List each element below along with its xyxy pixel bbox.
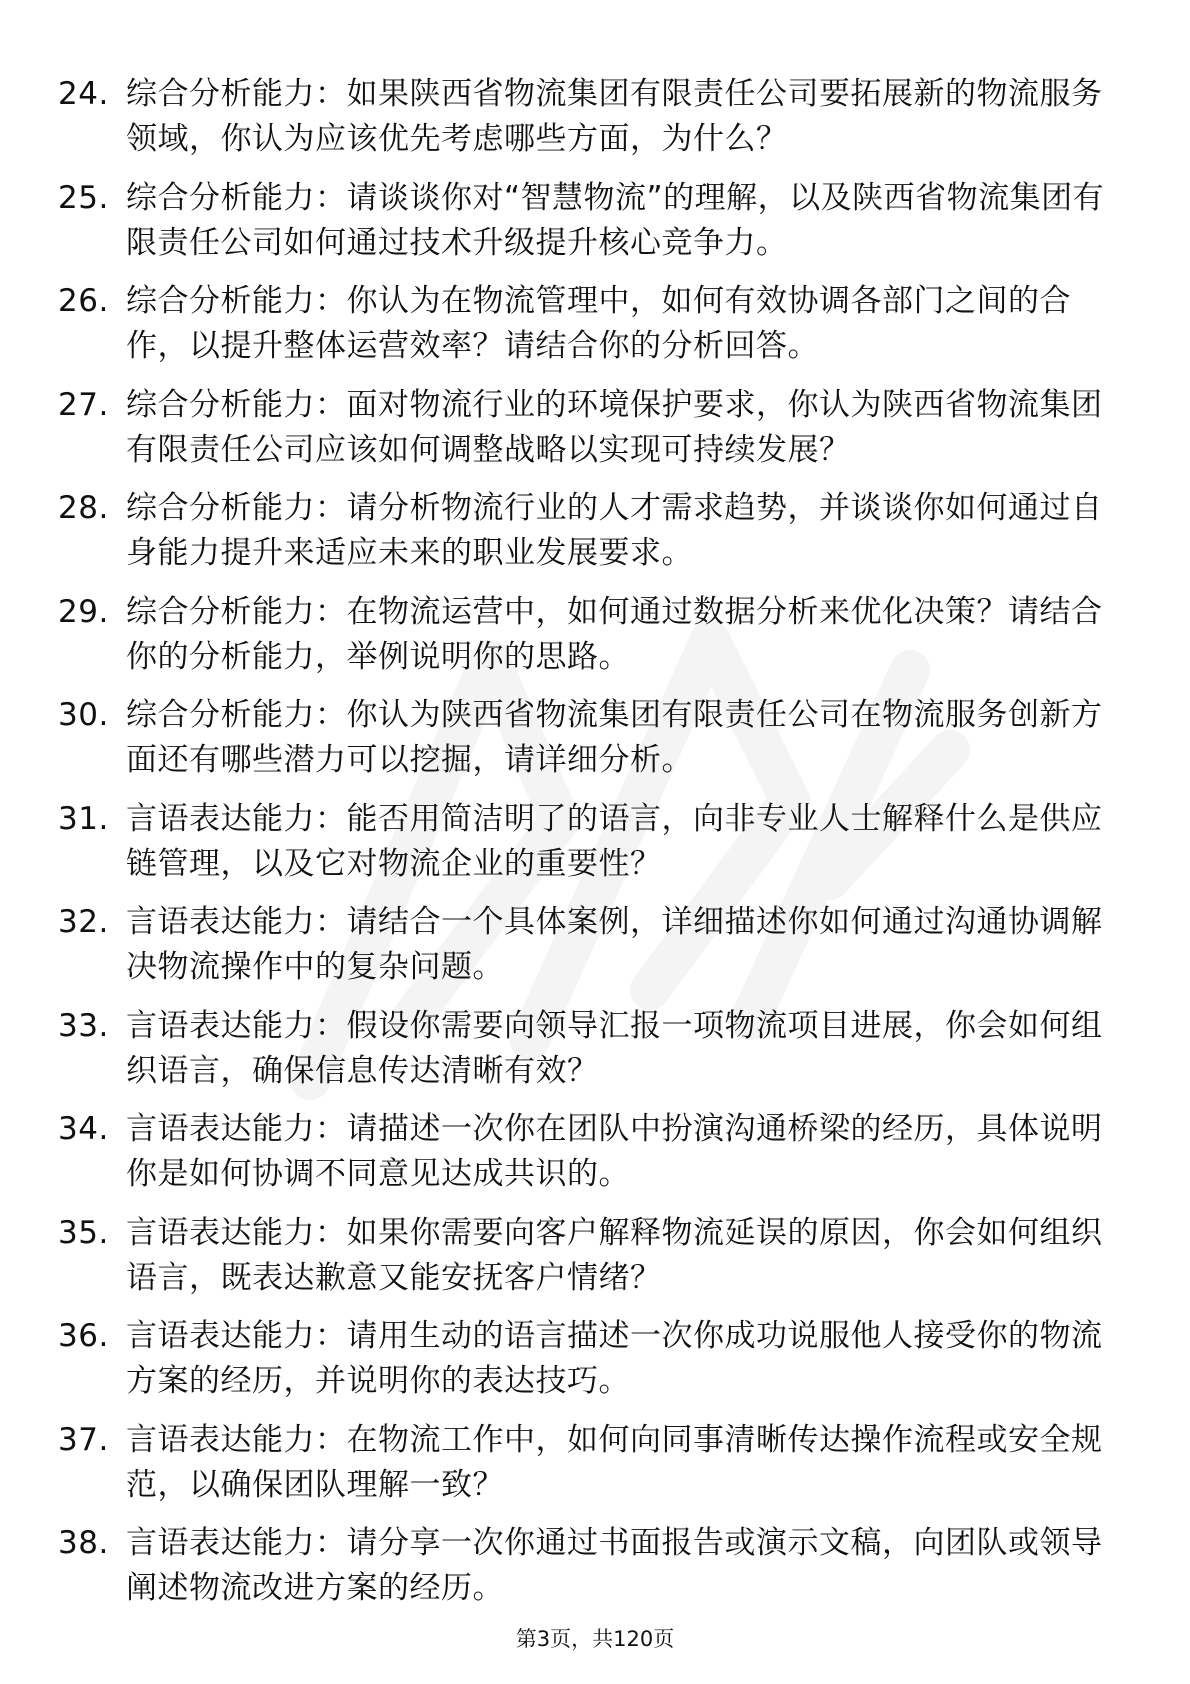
question-text: 言语表达能力：请描述一次你在团队中扮演沟通桥梁的经历，具体说明你是如何协调不同意见达成共识的。 xyxy=(126,1111,1103,1192)
question-text: 言语表达能力：在物流工作中，如何向同事清晰传达操作流程或安全规范，以确保团队理解一致？ xyxy=(126,1421,1103,1503)
question-text: 综合分析能力：在物流运营中，如何通过数据分析来优化决策？请结合你的分析能力，举例说明你的思路。 xyxy=(126,593,1103,675)
question-number: 29. xyxy=(58,593,109,630)
question-item xyxy=(58,1418,1118,1522)
question-number: 28. xyxy=(58,490,109,526)
question-number: 32. xyxy=(58,904,109,940)
question-item xyxy=(58,693,1118,797)
question-item xyxy=(58,797,1118,901)
question-item xyxy=(58,279,1118,383)
question-text: 言语表达能力：假设你需要向领导汇报一项物流项目进展，你会如何组织语言，确保信息传达清晰有效？ xyxy=(126,1007,1103,1089)
question-text: 言语表达能力：请分享一次你通过书面报告或演示文稿，向团队或领导阐述物流改进方案的经历。 xyxy=(126,1525,1103,1606)
question-text: 综合分析能力：你认为陕西省物流集团有限责任公司在物流服务创新方面还有哪些潜力可以挖掘，请详细分析。 xyxy=(126,697,1103,778)
question-list xyxy=(58,72,1118,1625)
question-number: 31. xyxy=(58,800,109,837)
question-item xyxy=(58,590,1118,694)
question-text: 综合分析能力：面对物流行业的环境保护要求，你认为陕西省物流集团有限责任公司应该如何调整战略以实现可持续发展？ xyxy=(126,386,1103,468)
question-text: 综合分析能力：如果陕西省物流集团有限责任公司要拓展新的物流服务领域，你认为应该优先考虑哪些方面，为什么？ xyxy=(126,76,1103,157)
question-item xyxy=(58,72,1118,176)
question-text: 言语表达能力：请结合一个具体案例，详细描述你如何通过沟通协调解决物流操作中的复杂问题。 xyxy=(126,904,1103,985)
question-text: 言语表达能力：如果你需要向客户解释物流延误的原因，你会如何组织语言，既表达歉意又能安抚客户情绪？ xyxy=(126,1214,1103,1296)
question-text: 综合分析能力：请谈谈你对“智慧物流”的理解，以及陕西省物流集团有限责任公司如何通过技术升级提升核心竞争力。 xyxy=(126,179,1105,261)
question-item xyxy=(58,486,1118,590)
question-text: 言语表达能力：请用生动的语言描述一次你成功说服他人接受你的物流方案的经历，并说明你的表达技巧。 xyxy=(126,1318,1103,1399)
question-number: 24. xyxy=(58,76,109,112)
question-item xyxy=(58,176,1118,280)
question-text: 综合分析能力：请分析物流行业的人才需求趋势，并谈谈你如何通过自身能力提升来适应未来的职业发展要求。 xyxy=(126,490,1103,571)
page-footer xyxy=(0,1624,1190,1654)
question-number: 35. xyxy=(58,1214,109,1251)
question-item xyxy=(58,1004,1118,1108)
question-text: 综合分析能力：你认为在物流管理中，如何有效协调各部门之间的合作，以提升整体运营效率？请结合你的分析回答。 xyxy=(126,283,1071,364)
question-number: 30. xyxy=(58,697,109,733)
question-number: 26. xyxy=(58,283,109,319)
question-number: 27. xyxy=(58,386,109,423)
question-number: 25. xyxy=(58,179,109,216)
question-text: 言语表达能力：能否用简洁明了的语言，向非专业人士解释什么是供应链管理，以及它对物流企业的重要性？ xyxy=(126,800,1103,882)
question-number: 34. xyxy=(58,1111,109,1147)
question-item xyxy=(58,900,1118,1004)
question-number: 37. xyxy=(58,1421,109,1458)
question-item xyxy=(58,1314,1118,1418)
page-number-label: 第3页，共120页 xyxy=(515,1627,675,1651)
question-number: 33. xyxy=(58,1007,109,1044)
question-item xyxy=(58,1107,1118,1211)
question-item xyxy=(58,1521,1118,1625)
question-number: 36. xyxy=(58,1318,109,1354)
question-item xyxy=(58,383,1118,487)
question-item xyxy=(58,1211,1118,1315)
question-number: 38. xyxy=(58,1525,109,1561)
